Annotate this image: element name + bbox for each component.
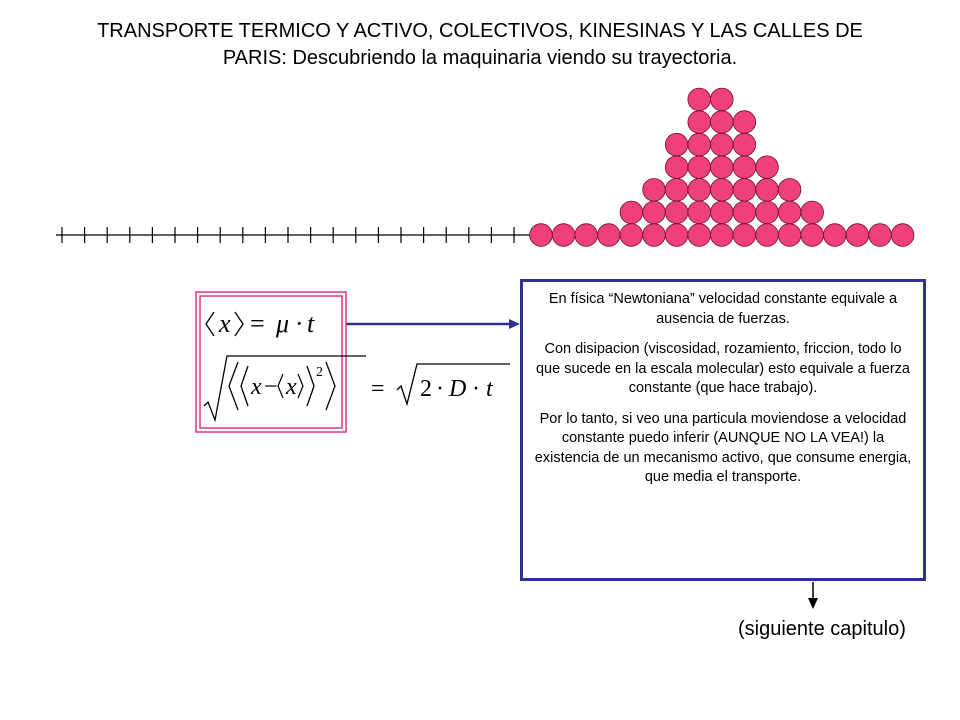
rms-formula-power: 2 — [316, 365, 323, 380]
particle-ball — [778, 224, 801, 247]
down-arrow — [808, 582, 818, 609]
explanation-paragraph-2: Con disipacion (viscosidad, rozamiento, friccion, todo lo que sucede en la escala molecular) esto equivale a fuerza constante (que hace trabajo). — [535, 341, 910, 396]
particle-ball — [733, 133, 756, 156]
slide-title: TRANSPORTE TERMICO Y ACTIVO, COLECTIVOS, KINESINAS Y LAS CALLES DE PARIS: Descubriendo la maquinaria viendo su trayectoria. — [97, 20, 863, 69]
particle-ball — [598, 224, 621, 247]
particle-ball — [643, 201, 666, 224]
rms-formula-dot: · — [436, 376, 444, 402]
particle-ball — [711, 88, 734, 111]
explanation-paragraph-1: En física “Newtoniana” velocidad constante equivale a ausencia de fuerzas. — [548, 291, 898, 327]
particle-ball — [665, 179, 688, 202]
rms-formula-minus: − — [264, 374, 278, 400]
rms-formula-two: 2 — [420, 376, 432, 402]
particle-ball — [665, 133, 688, 156]
mean-formula-t: t — [307, 309, 315, 338]
particle-ball — [756, 201, 779, 224]
particle-ball — [801, 201, 824, 224]
mean-formula-equals: = — [250, 309, 265, 338]
particle-ball — [711, 111, 734, 134]
particle-ball — [824, 224, 847, 247]
rms-formula-x: x — [251, 374, 262, 400]
particle-ball — [778, 201, 801, 224]
rms-formula-equals: = — [371, 376, 385, 402]
particle-ball — [733, 201, 756, 224]
particle-ball — [665, 201, 688, 224]
particle-ball — [688, 201, 711, 224]
pointer-arrow — [346, 319, 520, 329]
particle-ball — [643, 179, 666, 202]
particle-ball — [869, 224, 892, 247]
particle-ball — [711, 179, 734, 202]
particle-ball — [530, 224, 553, 247]
particle-ball — [688, 156, 711, 179]
particle-ball — [711, 201, 734, 224]
particle-ball — [688, 224, 711, 247]
particle-ball — [688, 133, 711, 156]
particle-histogram — [530, 88, 914, 246]
particle-ball — [620, 201, 643, 224]
particle-ball — [846, 224, 869, 247]
particle-ball — [711, 224, 734, 247]
explanation-box — [520, 279, 926, 581]
particle-ball — [733, 179, 756, 202]
particle-ball — [733, 156, 756, 179]
mean-formula-mu: μ — [276, 309, 290, 338]
particle-ball — [643, 224, 666, 247]
particle-ball — [778, 179, 801, 202]
particle-ball — [711, 156, 734, 179]
mean-formula-x: x — [219, 309, 231, 338]
particle-ball — [620, 224, 643, 247]
rms-formula-d: D — [449, 376, 467, 402]
number-line — [56, 227, 530, 243]
particle-ball — [733, 224, 756, 247]
mean-formula-dot: · — [295, 309, 304, 338]
particle-ball — [756, 179, 779, 202]
mean-formula — [206, 309, 315, 338]
particle-ball — [891, 224, 914, 247]
rms-formula-rhs — [371, 364, 510, 404]
particle-ball — [801, 224, 824, 247]
explanation-paragraph-3: Por lo tanto, si veo una particula moviendose a velocidad constante puedo inferir (AUNQUE NO LA VEA!) la existencia de un mecanismo activo, que consume energia, que media el transporte. — [534, 410, 912, 485]
particle-ball — [688, 88, 711, 111]
particle-ball — [575, 224, 598, 247]
particle-ball — [688, 111, 711, 134]
particle-ball — [756, 224, 779, 247]
particle-ball — [688, 179, 711, 202]
particle-ball — [552, 224, 575, 247]
particle-ball — [665, 156, 688, 179]
next-chapter-label: (siguiente capitulo) — [738, 618, 906, 640]
particle-ball — [711, 133, 734, 156]
rms-formula-inner-x: x — [286, 374, 297, 400]
rms-formula-dot2: · — [472, 376, 480, 402]
particle-ball — [756, 156, 779, 179]
axis-ticks — [62, 227, 514, 243]
particle-ball — [665, 224, 688, 247]
rms-formula-t: t — [486, 376, 493, 402]
particle-ball — [733, 111, 756, 134]
